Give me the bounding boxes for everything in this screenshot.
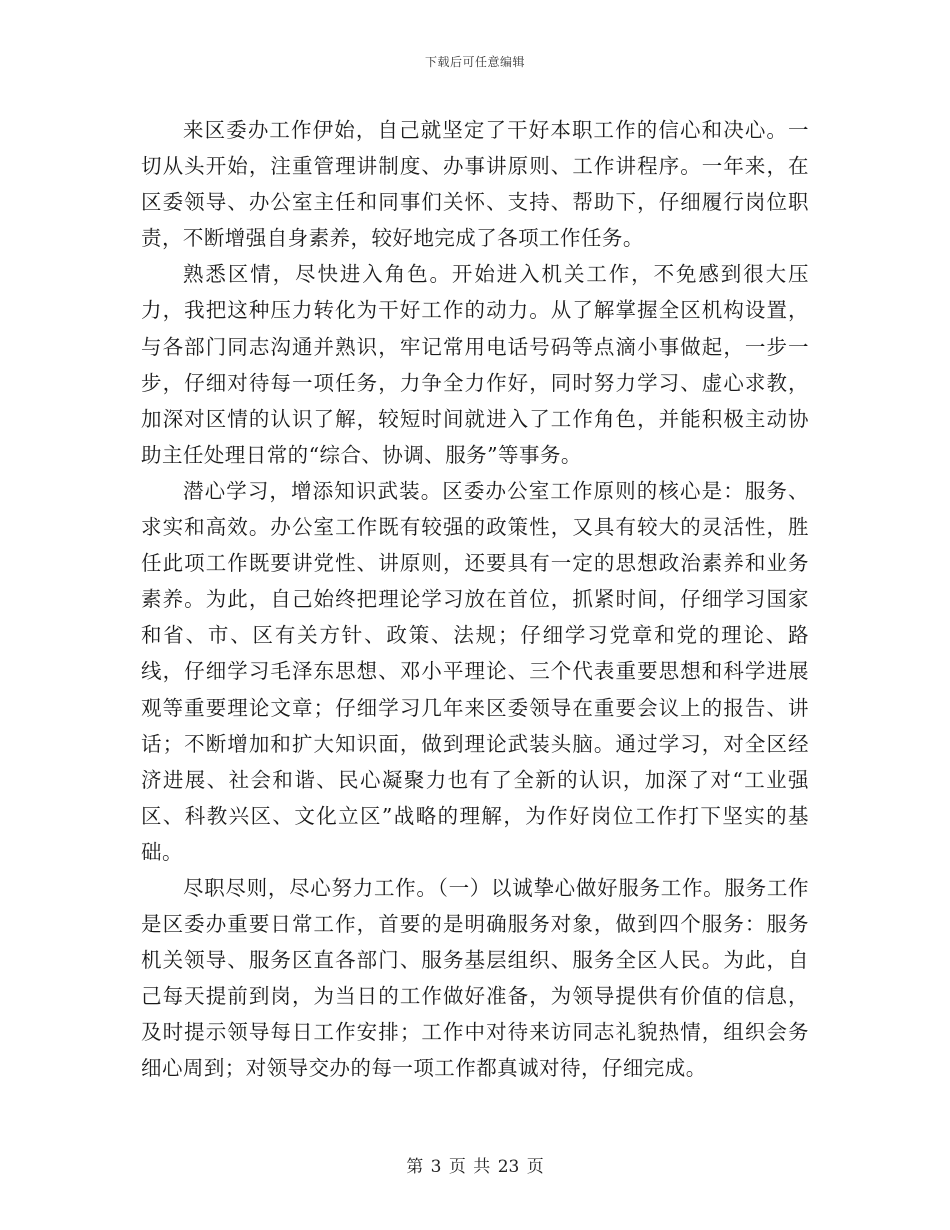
header-note: 下载后可任意编辑 [424, 55, 525, 69]
page-number-footer: 第 3 页 共 23 页 [406, 1157, 544, 1177]
paragraph-intro: 来区委办工作伊始，自己就坚定了干好本职工作的信心和决心。一切从头开始，注重管理讲制度、办事讲原则、工作讲程序。一年来，在区委领导、办公室主任和同事们关怀、支持、帮助下，仔细履行岗位职责，不断增强自身素养，较好地完成了各项工作任务。 [141, 118, 809, 251]
paragraph-duty: 尽职尽则，尽心努力工作。（一）以诚挚心做好服务工作。服务工作是区委办重要日常工作，首要的是明确服务对象，做到四个服务：服务机关领导、服务区直各部门、服务基层组织、服务全区人民。为此，自己每天提前到岗，为当日的工作做好准备，为领导提供有价值的信息，及时提示领导每日工作安排；工作中对待来访同志礼貌热情，组织会务细心周到；对领导交办的每一项工作都真诚对待，仔细完成。 [141, 875, 809, 1081]
body-text [141, 112, 809, 1087]
paragraph-familiarize: 熟悉区情，尽快进入角色。开始进入机关工作，不免感到很大压力，我把这种压力转化为干好工作的动力。从了解掌握全区机构设置，与各部门同志沟通并熟识，牢记常用电话号码等点滴小事做起，一步一步，仔细对待每一项任务，力争全力作好，同时努力学习、虚心求教，加深对区情的认识了解，较短时间就进入了工作角色，并能积极主动协助主任处理日常的“综合、协调、服务”等事务。 [141, 262, 809, 467]
paragraph-study: 潜心学习，增添知识武装。区委办公室工作原则的核心是：服务、求实和高效。办公室工作既有较强的政策性，又具有较大的灵活性，胜任此项工作既要讲党性、讲原则，还要具有一定的思想政治素养和业务素养。为此，自己始终把理论学习放在首位，抓紧时间，仔细学习国家和省、市、区有关方针、政策、法规；仔细学习党章和党的理论、路线，仔细学习毛泽东思想、邓小平理论、三个代表重要思想和科学进展观等重要理论文章；仔细学习几年来区委领导在重要会议上的报告、讲话；不断增加和扩大知识面，做到理论武装头脑。通过学习，对全区经济进展、社会和谐、民心凝聚力也有了全新的认识，加深了对“工业强区、科教兴区、文化立区”战略的理解，为作好岗位工作打下坚实的基础。 [141, 478, 809, 864]
